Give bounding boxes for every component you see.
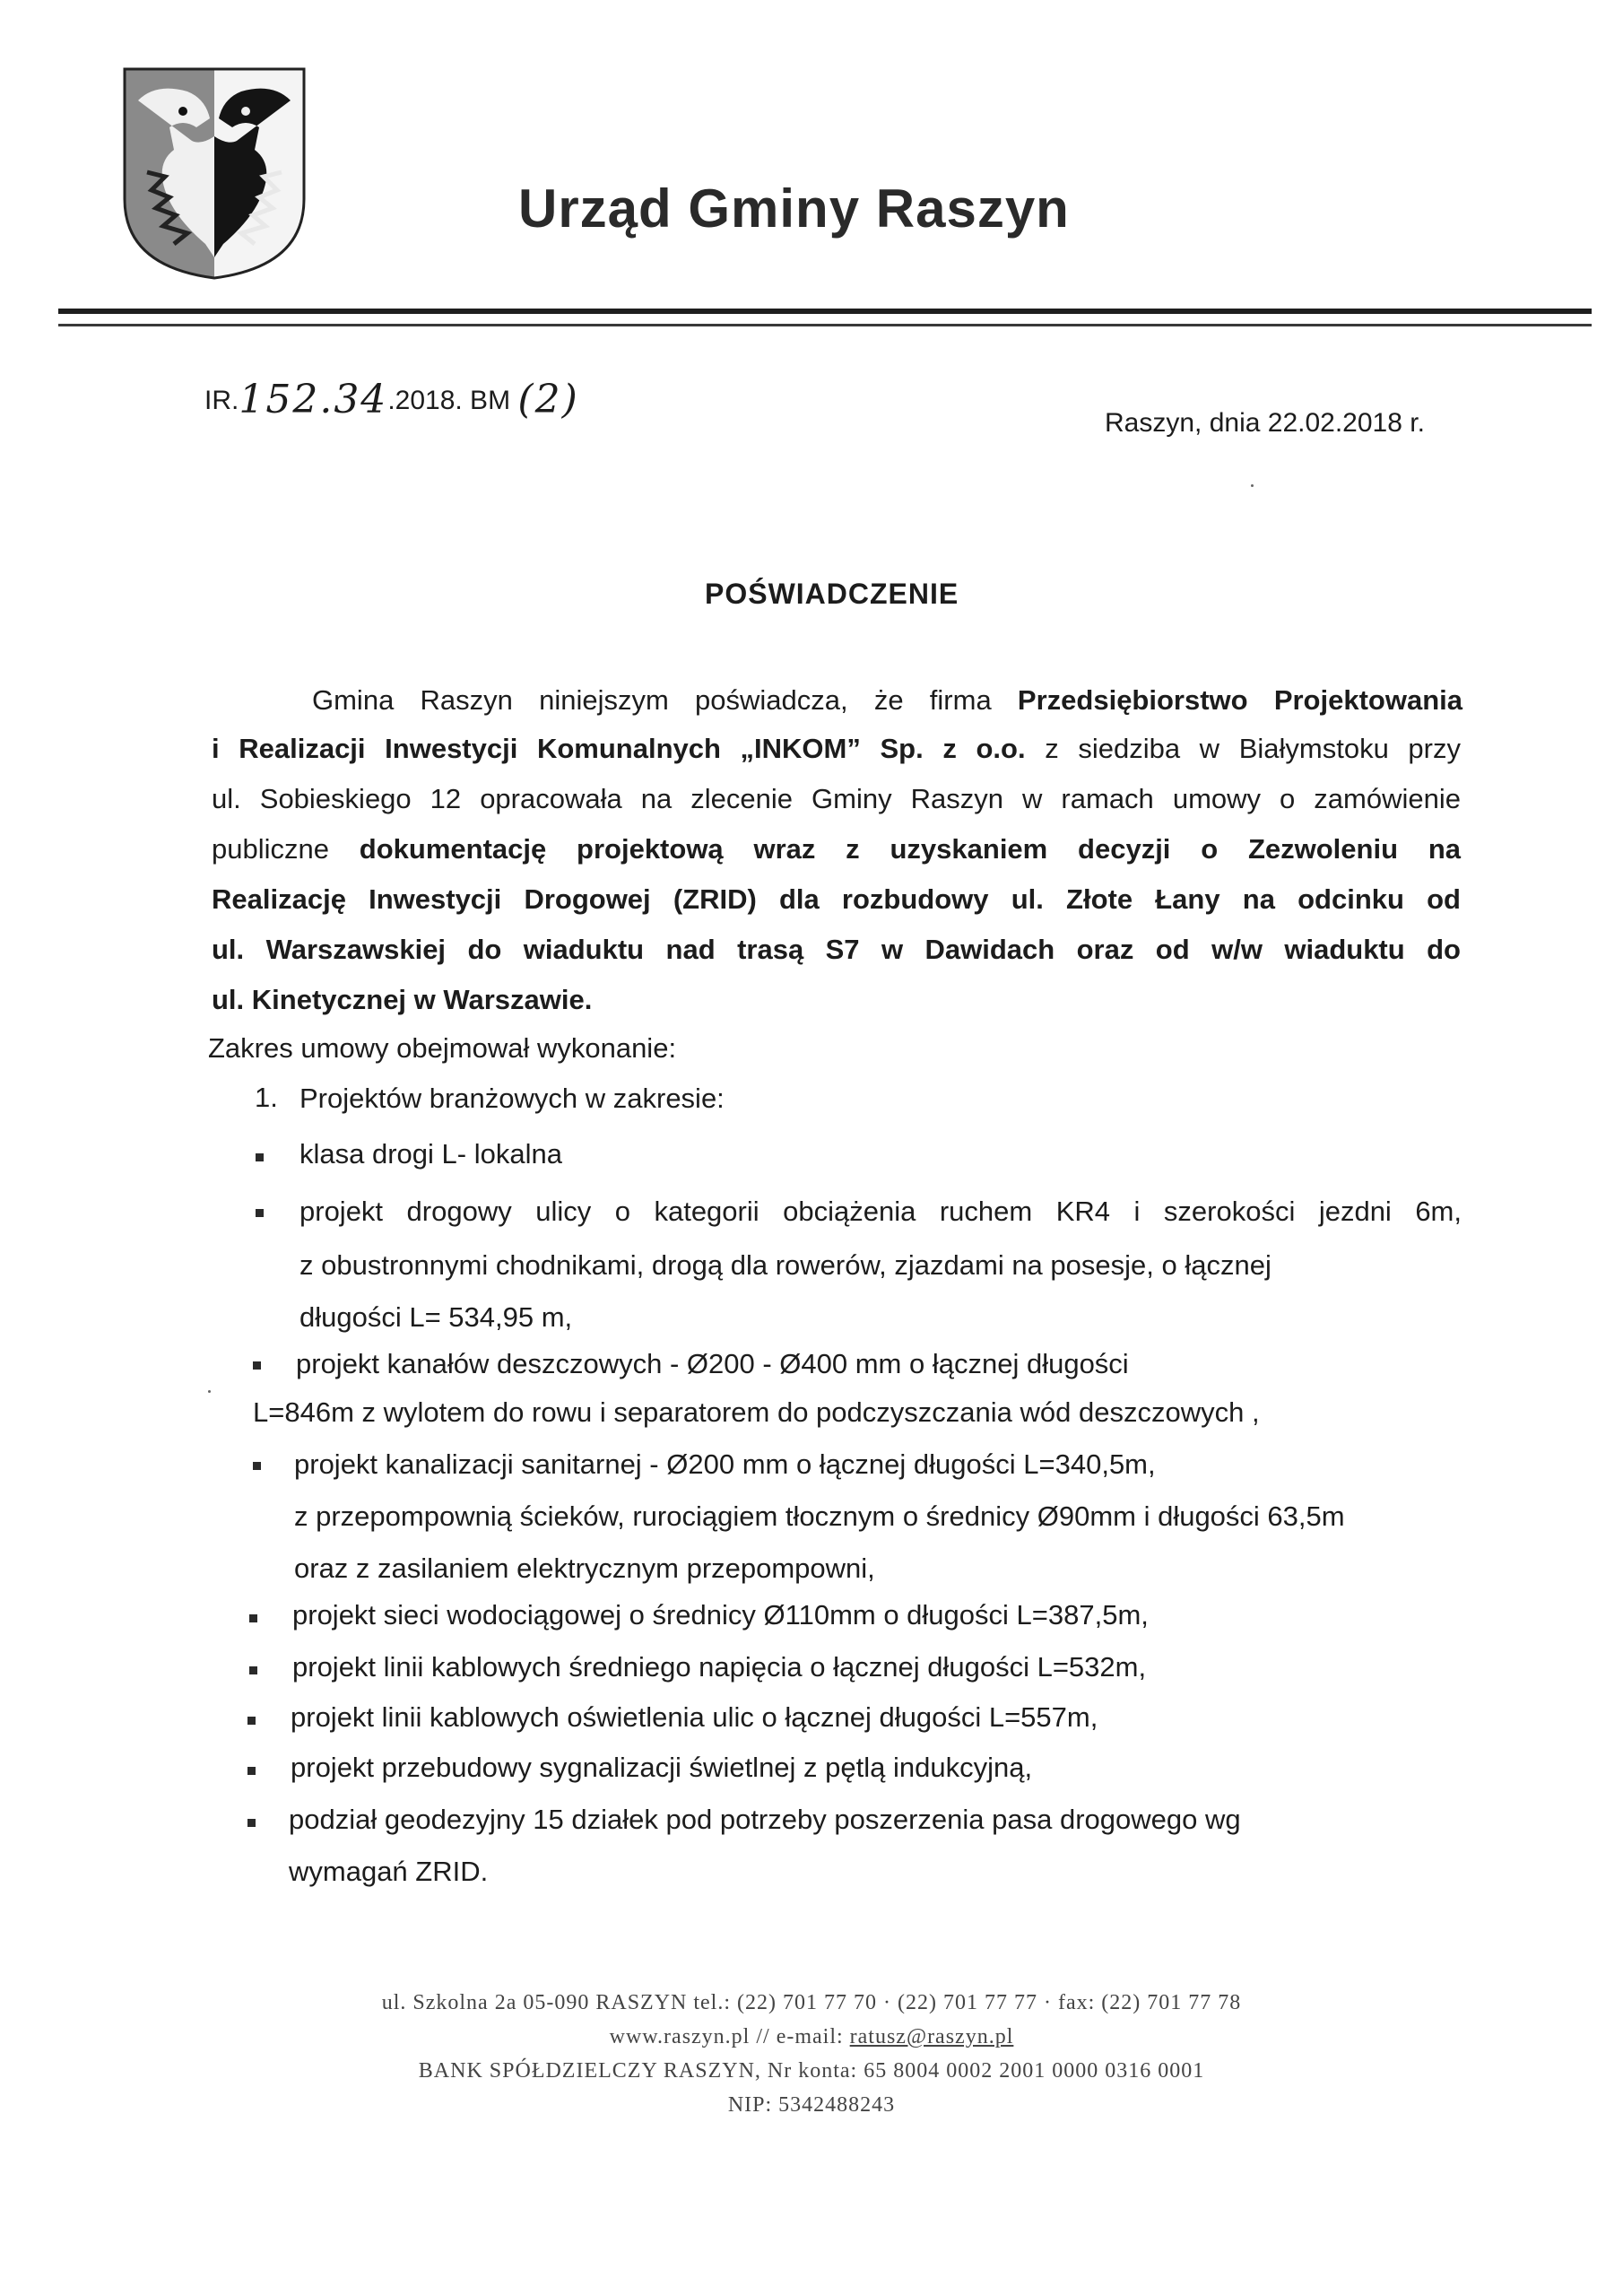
footer-web: www.raszyn.pl // e-mail: <box>609 2025 850 2048</box>
paragraph-line-3: ul. Sobieskiego 12 opracowała na zlecenie Gminy Raszyn w ramach umowy o zamówienie <box>212 783 1461 814</box>
bullet-marker <box>249 1614 257 1622</box>
paragraph-line-4-bold: dokumentację projektową wraz z uzyskaniem decyzji o Zezwoleniu na <box>359 833 1461 865</box>
bullet-4-line-1: projekt kanalizacji sanitarnej - Ø200 mm o łącznej długości L=340,5m, <box>294 1448 1156 1480</box>
reference-handwritten-suffix: (2) <box>517 377 579 422</box>
bullet-2-line-3: długości L= 534,95 m, <box>299 1301 573 1333</box>
bullet-marker <box>253 1361 261 1370</box>
document-title: POŚWIADCZENIE <box>705 578 959 610</box>
numbered-item-number: 1. <box>255 1082 278 1113</box>
paragraph-line-6-bold: ul. Warszawskiej do wiaduktu nad trasą S7 w Dawidach oraz od w/w wiaduktu do <box>212 934 1461 965</box>
footer-address: ul. Szkolna 2a 05-090 RASZYN tel.: (22) 701 77 70 · (22) 701 77 77 · fax: (22) 701 77 78 <box>381 1991 1242 2014</box>
bullet-8-text: projekt przebudowy sygnalizacji świetlnej z pętlą indukcyjną, <box>291 1752 1033 1783</box>
paragraph-line-1 <box>312 683 1462 718</box>
bullet-marker <box>247 1767 256 1775</box>
bullet-marker <box>256 1209 264 1217</box>
bullet-9-line-1: podział geodezyjny 15 działek pod potrzeby poszerzenia pasa drogowego wg <box>289 1804 1241 1835</box>
paragraph-line-4-text: publiczne <box>212 833 360 865</box>
paragraph-line-5 <box>212 883 1461 917</box>
numbered-item-text: Projektów branżowych w zakresie: <box>299 1083 725 1114</box>
company-name-part-1: Przedsiębiorstwo Projektowania <box>1017 684 1462 716</box>
bullet-4-line-2: z przepompownią ścieków, rurociągiem tłocznym o średnicy Ø90mm i długości 63,5m <box>294 1500 1345 1532</box>
bullet-2-line-1: projekt drogowy ulicy o kategorii obciążenia ruchem KR4 i szerokości jezdni 6m, <box>299 1196 1462 1227</box>
bullet-4-line-3: oraz z zasilaniem elektrycznym przepompowni, <box>294 1552 875 1584</box>
footer-bank: BANK SPÓŁDZIELCZY RASZYN, Nr konta: 65 8004 0002 2001 0000 0316 0001 <box>418 2059 1205 2083</box>
paragraph-line-5-bold: Realizację Inwestycji Drogowej (ZRID) dla rozbudowy ul. Złote Łany na odcinku od <box>212 883 1461 915</box>
footer-contact <box>0 2025 1623 2049</box>
paragraph-line-2 <box>212 732 1461 766</box>
office-name-heading: Urząd Gminy Raszyn <box>518 178 1070 239</box>
bullet-marker <box>253 1462 261 1470</box>
paragraph-line-6 <box>212 933 1461 967</box>
bullet-7-text: projekt linii kablowych oświetlenia ulic o łącznej długości L=557m, <box>291 1701 1098 1733</box>
paragraph-line-7 <box>212 983 592 1017</box>
bullet-3-line-2: L=846m z wylotem do rowu i separatorem do podczyszczania wód deszczowych , <box>253 1396 1260 1428</box>
scope-intro: Zakres umowy obejmował wykonanie: <box>208 1032 677 1064</box>
coat-of-arms-logo <box>120 65 308 280</box>
footer-nip: NIP: 5342488243 <box>727 2093 896 2117</box>
paragraph-line-4 <box>212 832 1461 866</box>
reference-prefix: IR. <box>204 386 239 415</box>
bullet-marker <box>249 1666 257 1674</box>
bullet-marker <box>247 1819 256 1827</box>
paragraph-line-7-bold: ul. Kinetycznej w Warszawie. <box>212 984 593 1015</box>
bullet-marker <box>247 1717 256 1725</box>
company-name-part-2: i Realizacji Inwestycji Komunalnych „INKOM” Sp. z o.o. <box>212 733 1026 764</box>
scan-speck <box>208 1390 211 1393</box>
reference-handwritten-number: 152.34 <box>239 377 388 422</box>
paragraph-line-2-text: z siedziba w Białymstoku przy <box>1025 733 1461 764</box>
footer-email-link[interactable]: ratusz@raszyn.pl <box>849 2025 1014 2048</box>
bullet-2-line-2: z obustronnymi chodnikami, drogą dla rowerów, zjazdami na posesje, o łącznej <box>299 1249 1271 1281</box>
bullet-1-text: klasa drogi L- lokalna <box>299 1138 562 1170</box>
bullet-6-text: projekt linii kablowych średniego napięcia o łącznej długości L=532m, <box>292 1651 1147 1683</box>
reference-middle: .2018. BM <box>387 386 511 415</box>
header-rule-thick <box>58 309 1592 314</box>
scan-speck <box>1251 484 1254 487</box>
bullet-9-line-2: wymagań ZRID. <box>289 1856 489 1887</box>
header-rule-thin <box>58 324 1592 326</box>
reference-number <box>204 377 579 422</box>
bullet-5-text: projekt sieci wodociągowej o średnicy Ø110mm o długości L=387,5m, <box>292 1599 1149 1631</box>
paragraph-line-1-text: Gmina Raszyn niniejszym poświadcza, że firma <box>312 684 1018 716</box>
place-and-date: Raszyn, dnia 22.02.2018 r. <box>1105 408 1425 438</box>
bullet-3-line-1: projekt kanałów deszczowych - Ø200 - Ø400 mm o łącznej długości <box>296 1348 1129 1379</box>
bullet-marker <box>256 1153 264 1161</box>
